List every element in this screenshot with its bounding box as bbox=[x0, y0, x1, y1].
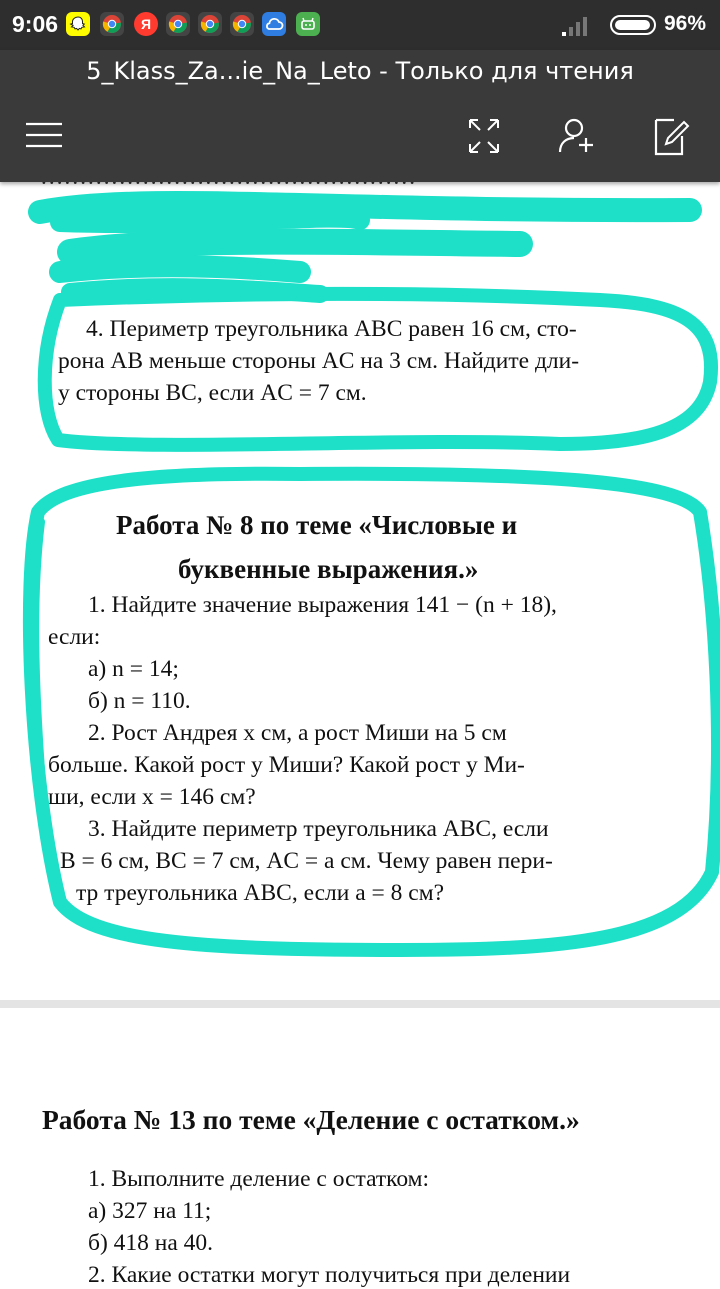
work-8-line: 3. Найдите периметр треугольника ABC, если bbox=[88, 816, 549, 842]
task-4-line: у стороны BC, если AC = 7 см. bbox=[58, 380, 367, 406]
battery-level bbox=[615, 20, 650, 30]
battery-percent: 96% bbox=[664, 12, 707, 35]
cloud-icon bbox=[262, 12, 286, 36]
work-8-line: б) n = 110. bbox=[88, 688, 191, 714]
work-8-line: если: bbox=[48, 624, 101, 650]
work-8-line: 1. Найдите значение выражения 141 − (n + 18), bbox=[88, 592, 557, 618]
work-13-line: 1. Выполните деление с остатком: bbox=[88, 1166, 430, 1192]
chrome-icon bbox=[100, 12, 124, 36]
android-icon bbox=[296, 12, 320, 36]
work-8-heading: Работа № 8 по теме «Числовые и bbox=[116, 510, 518, 540]
task-4-line: рона AB меньше стороны AC на 3 см. Найдите дли- bbox=[58, 348, 580, 374]
work-8-line: а) n = 14; bbox=[88, 656, 179, 682]
document-title: 5_Klass_Za...ie_Na_Leto - Только для чтения bbox=[86, 57, 634, 85]
document-page[interactable] bbox=[0, 182, 720, 1000]
work-8-heading: буквенные выражения.» bbox=[178, 554, 479, 584]
task-4-line: 4. Периметр треугольника ABC равен 16 см, сто- bbox=[86, 316, 577, 342]
add-user-icon[interactable] bbox=[554, 112, 602, 160]
work-8-line: B = 6 см, BC = 7 см, AC = a см. Чему равен пери- bbox=[60, 848, 553, 874]
work-13-line: б) 418 на 40. bbox=[88, 1230, 214, 1256]
clock: 9:06 bbox=[12, 11, 59, 37]
work-8-line: ши, если x = 146 см? bbox=[48, 784, 256, 810]
document-page[interactable] bbox=[0, 1008, 720, 1288]
page-separator bbox=[0, 1000, 720, 1008]
work-8-line: 2. Рост Андрея x см, а рост Миши на 5 см bbox=[88, 720, 507, 746]
signal-icon bbox=[560, 14, 594, 38]
chrome-icon bbox=[198, 12, 222, 36]
chrome-icon bbox=[230, 12, 254, 36]
work-13-line: а) 327 на 11; bbox=[88, 1198, 212, 1224]
yandex-icon: Я bbox=[134, 12, 158, 36]
work-8-line: тр треугольника ABC, если a = 8 см? bbox=[76, 880, 445, 906]
edit-icon[interactable] bbox=[646, 112, 694, 160]
fullscreen-icon[interactable] bbox=[460, 112, 508, 160]
work-8-line: больше. Какой рост у Миши? Какой рост у Ми- bbox=[48, 752, 525, 778]
work-13-heading: Работа № 13 по теме «Деление с остатком.» bbox=[42, 1104, 580, 1135]
app-toolbar bbox=[0, 50, 720, 182]
snapchat-icon bbox=[66, 12, 90, 36]
chrome-icon bbox=[166, 12, 190, 36]
work-13-line: 2. Какие остатки могут получиться при делении bbox=[88, 1262, 571, 1288]
status-bar bbox=[0, 0, 720, 50]
highlighter-annotation bbox=[0, 182, 720, 1000]
battery-icon bbox=[610, 15, 656, 35]
menu-icon[interactable] bbox=[20, 112, 68, 160]
